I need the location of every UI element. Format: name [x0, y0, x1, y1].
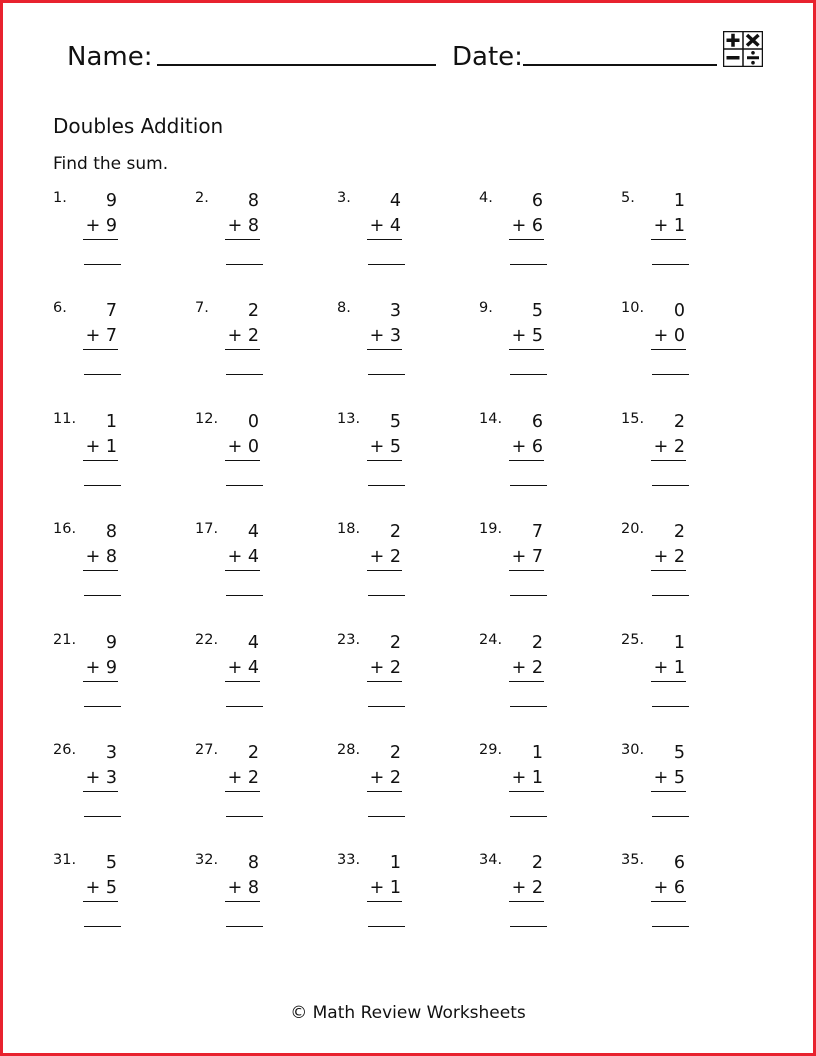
second-addend: 4 — [247, 547, 259, 567]
first-addend: 5 — [389, 412, 401, 432]
second-addend: 5 — [389, 437, 401, 457]
sum-bar — [225, 460, 260, 461]
answer-blank[interactable] — [368, 485, 405, 486]
second-addend-row — [651, 657, 685, 679]
problem-item — [479, 851, 609, 951]
sum-bar — [83, 681, 118, 682]
second-addend-row — [225, 436, 259, 458]
sum-bar — [367, 791, 402, 792]
answer-blank[interactable] — [652, 485, 689, 486]
sum-bar — [651, 239, 686, 240]
problem-item — [53, 741, 183, 841]
problem-number: 2. — [195, 190, 209, 206]
sum-bar — [367, 570, 402, 571]
answer-blank[interactable] — [226, 706, 263, 707]
plus-operator: + — [511, 216, 527, 236]
sum-bar — [651, 460, 686, 461]
first-addend: 1 — [673, 633, 685, 653]
problem-number: 29. — [479, 742, 503, 758]
answer-blank[interactable] — [84, 264, 121, 265]
problem-item — [621, 631, 751, 731]
second-addend-row — [367, 325, 401, 347]
sum-bar — [83, 791, 118, 792]
second-addend-row — [225, 767, 259, 789]
plus-operator: + — [511, 768, 527, 788]
second-addend-row — [651, 546, 685, 568]
sum-bar — [509, 239, 544, 240]
answer-blank[interactable] — [510, 816, 547, 817]
problem-item — [337, 299, 467, 399]
footer-credit: © Math Review Worksheets — [290, 1003, 526, 1023]
problem-number: 5. — [621, 190, 635, 206]
answer-blank[interactable] — [652, 926, 689, 927]
second-addend-row — [83, 877, 117, 899]
second-addend: 0 — [247, 437, 259, 457]
first-addend: 1 — [105, 412, 117, 432]
problem-number: 23. — [337, 632, 361, 648]
first-addend: 2 — [531, 853, 543, 873]
first-addend: 9 — [105, 191, 117, 211]
answer-blank[interactable] — [368, 816, 405, 817]
plus-operator: + — [227, 216, 243, 236]
first-addend: 4 — [247, 633, 259, 653]
math-operations-icon — [723, 31, 763, 67]
answer-blank[interactable] — [652, 264, 689, 265]
second-addend: 2 — [389, 658, 401, 678]
first-addend: 8 — [105, 522, 117, 542]
second-addend-row — [83, 767, 117, 789]
first-addend: 8 — [247, 853, 259, 873]
sum-bar — [509, 460, 544, 461]
sum-bar — [367, 901, 402, 902]
problem-item — [621, 520, 751, 620]
second-addend-row — [509, 325, 543, 347]
sum-bar — [83, 570, 118, 571]
first-addend: 5 — [673, 743, 685, 763]
sum-bar — [367, 349, 402, 350]
second-addend-row — [367, 546, 401, 568]
second-addend-row — [509, 436, 543, 458]
plus-operator: + — [653, 326, 669, 346]
sum-bar — [509, 681, 544, 682]
problem-item — [621, 189, 751, 289]
second-addend: 9 — [105, 216, 117, 236]
date-label: Date: — [452, 42, 523, 72]
second-addend: 2 — [673, 437, 685, 457]
problem-item — [53, 189, 183, 289]
first-addend: 2 — [673, 412, 685, 432]
problem-item — [337, 189, 467, 289]
plus-operator: + — [369, 768, 385, 788]
second-addend-row — [83, 657, 117, 679]
second-addend-row — [225, 877, 259, 899]
problem-number: 28. — [337, 742, 361, 758]
second-addend-row — [651, 767, 685, 789]
sum-bar — [651, 681, 686, 682]
second-addend: 1 — [105, 437, 117, 457]
plus-operator: + — [369, 437, 385, 457]
plus-operator: + — [227, 547, 243, 567]
problem-number: 16. — [53, 521, 77, 537]
second-addend: 8 — [247, 216, 259, 236]
second-addend: 5 — [531, 326, 543, 346]
plus-operator: + — [511, 547, 527, 567]
first-addend: 0 — [673, 301, 685, 321]
problem-item — [479, 410, 609, 510]
first-addend: 2 — [673, 522, 685, 542]
second-addend-row — [367, 877, 401, 899]
problem-number: 10. — [621, 300, 645, 316]
second-addend: 8 — [105, 547, 117, 567]
answer-blank[interactable] — [510, 595, 547, 596]
answer-blank[interactable] — [226, 595, 263, 596]
second-addend-row — [509, 767, 543, 789]
plus-operator: + — [85, 547, 101, 567]
problem-item — [195, 410, 325, 510]
first-addend: 0 — [247, 412, 259, 432]
problem-number: 35. — [621, 852, 645, 868]
sum-bar — [225, 239, 260, 240]
first-addend: 8 — [247, 191, 259, 211]
problem-item — [195, 299, 325, 399]
sum-bar — [509, 349, 544, 350]
second-addend: 1 — [673, 216, 685, 236]
second-addend: 1 — [673, 658, 685, 678]
problem-number: 30. — [621, 742, 645, 758]
problem-item — [479, 520, 609, 620]
plus-operator: + — [511, 437, 527, 457]
second-addend: 6 — [531, 437, 543, 457]
problem-item — [195, 741, 325, 841]
problem-number: 1. — [53, 190, 67, 206]
sum-bar — [225, 570, 260, 571]
second-addend: 0 — [673, 326, 685, 346]
worksheet-title: Doubles Addition — [53, 114, 224, 138]
problem-number: 27. — [195, 742, 219, 758]
problem-number: 32. — [195, 852, 219, 868]
sum-bar — [367, 239, 402, 240]
second-addend-row — [509, 215, 543, 237]
problem-item — [621, 410, 751, 510]
plus-operator: + — [85, 768, 101, 788]
plus-operator: + — [653, 768, 669, 788]
problem-item — [337, 741, 467, 841]
second-addend: 1 — [389, 878, 401, 898]
plus-operator: + — [653, 216, 669, 236]
problem-number: 21. — [53, 632, 77, 648]
second-addend: 7 — [531, 547, 543, 567]
sum-bar — [509, 570, 544, 571]
sum-bar — [83, 460, 118, 461]
problem-item — [53, 631, 183, 731]
answer-blank[interactable] — [510, 706, 547, 707]
plus-operator: + — [227, 768, 243, 788]
second-addend-row — [651, 325, 685, 347]
sum-bar — [225, 349, 260, 350]
plus-operator: + — [227, 437, 243, 457]
problem-number: 8. — [337, 300, 351, 316]
problem-item — [621, 851, 751, 951]
sum-bar — [367, 681, 402, 682]
second-addend: 2 — [247, 326, 259, 346]
second-addend: 2 — [389, 547, 401, 567]
second-addend: 5 — [105, 878, 117, 898]
problem-number: 26. — [53, 742, 77, 758]
sum-bar — [651, 901, 686, 902]
second-addend-row — [83, 325, 117, 347]
second-addend: 2 — [531, 658, 543, 678]
answer-blank[interactable] — [510, 926, 547, 927]
sum-bar — [509, 901, 544, 902]
second-addend: 7 — [105, 326, 117, 346]
plus-operator: + — [85, 326, 101, 346]
problem-number: 18. — [337, 521, 361, 537]
answer-blank[interactable] — [510, 374, 547, 375]
plus-operator: + — [653, 437, 669, 457]
problem-item — [53, 520, 183, 620]
answer-blank[interactable] — [652, 595, 689, 596]
second-addend-row — [651, 436, 685, 458]
second-addend: 3 — [389, 326, 401, 346]
first-addend: 7 — [531, 522, 543, 542]
problem-item — [337, 410, 467, 510]
second-addend-row — [367, 657, 401, 679]
sum-bar — [83, 239, 118, 240]
first-addend: 4 — [247, 522, 259, 542]
problem-number: 11. — [53, 411, 77, 427]
second-addend-row — [367, 215, 401, 237]
problem-number: 19. — [479, 521, 503, 537]
problem-number: 25. — [621, 632, 645, 648]
second-addend-row — [225, 215, 259, 237]
second-addend: 4 — [389, 216, 401, 236]
problem-item — [195, 631, 325, 731]
plus-operator: + — [85, 437, 101, 457]
first-addend: 5 — [105, 853, 117, 873]
first-addend: 2 — [247, 301, 259, 321]
second-addend-row — [509, 546, 543, 568]
plus-operator: + — [227, 658, 243, 678]
plus-operator: + — [369, 326, 385, 346]
problem-item — [53, 410, 183, 510]
answer-blank[interactable] — [368, 264, 405, 265]
answer-blank[interactable] — [226, 264, 263, 265]
plus-operator: + — [511, 878, 527, 898]
second-addend: 2 — [247, 768, 259, 788]
problem-item — [195, 189, 325, 289]
problem-number: 12. — [195, 411, 219, 427]
plus-operator: + — [653, 658, 669, 678]
problem-item — [479, 741, 609, 841]
first-addend: 3 — [389, 301, 401, 321]
answer-blank[interactable] — [368, 706, 405, 707]
sum-bar — [651, 570, 686, 571]
answer-blank[interactable] — [226, 374, 263, 375]
answer-blank[interactable] — [84, 926, 121, 927]
second-addend-row — [225, 325, 259, 347]
answer-blank[interactable] — [226, 816, 263, 817]
first-addend: 1 — [389, 853, 401, 873]
second-addend: 1 — [531, 768, 543, 788]
second-addend: 3 — [105, 768, 117, 788]
plus-operator: + — [85, 878, 101, 898]
plus-operator: + — [369, 878, 385, 898]
answer-blank[interactable] — [510, 264, 547, 265]
first-addend: 6 — [531, 412, 543, 432]
first-addend: 2 — [389, 743, 401, 763]
second-addend: 5 — [673, 768, 685, 788]
first-addend: 6 — [531, 191, 543, 211]
second-addend-row — [367, 436, 401, 458]
problem-item — [621, 741, 751, 841]
first-addend: 2 — [531, 633, 543, 653]
problem-number: 3. — [337, 190, 351, 206]
first-addend: 9 — [105, 633, 117, 653]
problem-item — [479, 631, 609, 731]
first-addend: 7 — [105, 301, 117, 321]
first-addend: 2 — [389, 522, 401, 542]
second-addend: 2 — [389, 768, 401, 788]
plus-operator: + — [227, 326, 243, 346]
first-addend: 2 — [247, 743, 259, 763]
second-addend-row — [367, 767, 401, 789]
answer-blank[interactable] — [652, 706, 689, 707]
problem-number: 7. — [195, 300, 209, 316]
problem-item — [53, 299, 183, 399]
problem-number: 13. — [337, 411, 361, 427]
second-addend-row — [83, 215, 117, 237]
answer-blank[interactable] — [652, 374, 689, 375]
sum-bar — [83, 901, 118, 902]
second-addend-row — [651, 215, 685, 237]
sum-bar — [83, 349, 118, 350]
plus-operator: + — [85, 658, 101, 678]
plus-operator: + — [369, 547, 385, 567]
second-addend-row — [225, 546, 259, 568]
answer-blank[interactable] — [226, 485, 263, 486]
second-addend: 8 — [247, 878, 259, 898]
problem-number: 22. — [195, 632, 219, 648]
problem-item — [53, 851, 183, 951]
answer-blank[interactable] — [652, 816, 689, 817]
first-addend: 6 — [673, 853, 685, 873]
problem-item — [621, 299, 751, 399]
name-field[interactable] — [157, 64, 436, 66]
second-addend-row — [509, 877, 543, 899]
answer-blank[interactable] — [84, 595, 121, 596]
problem-item — [195, 520, 325, 620]
problem-number: 24. — [479, 632, 503, 648]
second-addend: 4 — [247, 658, 259, 678]
answer-blank[interactable] — [84, 485, 121, 486]
sum-bar — [651, 791, 686, 792]
second-addend-row — [651, 877, 685, 899]
problem-number: 4. — [479, 190, 493, 206]
second-addend-row — [83, 436, 117, 458]
plus-operator: + — [511, 658, 527, 678]
sum-bar — [367, 460, 402, 461]
first-addend: 4 — [389, 191, 401, 211]
sum-bar — [225, 791, 260, 792]
sum-bar — [509, 791, 544, 792]
name-label: Name: — [67, 42, 153, 72]
problem-number: 9. — [479, 300, 493, 316]
problem-number: 20. — [621, 521, 645, 537]
date-field[interactable] — [523, 64, 717, 66]
second-addend: 9 — [105, 658, 117, 678]
first-addend: 1 — [531, 743, 543, 763]
problem-item — [479, 299, 609, 399]
sum-bar — [651, 349, 686, 350]
problem-item — [195, 851, 325, 951]
answer-blank[interactable] — [226, 926, 263, 927]
problem-number: 15. — [621, 411, 645, 427]
second-addend-row — [225, 657, 259, 679]
plus-operator: + — [653, 547, 669, 567]
answer-blank[interactable] — [84, 706, 121, 707]
answer-blank[interactable] — [84, 374, 121, 375]
plus-operator: + — [511, 326, 527, 346]
problem-number: 33. — [337, 852, 361, 868]
problem-item — [337, 520, 467, 620]
problem-number: 14. — [479, 411, 503, 427]
first-addend: 3 — [105, 743, 117, 763]
first-addend: 2 — [389, 633, 401, 653]
problem-number: 17. — [195, 521, 219, 537]
plus-operator: + — [369, 216, 385, 236]
instructions: Find the sum. — [53, 154, 169, 174]
first-addend: 5 — [531, 301, 543, 321]
second-addend-row — [83, 546, 117, 568]
answer-blank[interactable] — [368, 926, 405, 927]
second-addend: 2 — [673, 547, 685, 567]
problem-number: 6. — [53, 300, 67, 316]
first-addend: 1 — [673, 191, 685, 211]
sum-bar — [225, 681, 260, 682]
answer-blank[interactable] — [510, 485, 547, 486]
sum-bar — [225, 901, 260, 902]
problem-item — [337, 631, 467, 731]
plus-operator: + — [653, 878, 669, 898]
problem-number: 31. — [53, 852, 77, 868]
problem-number: 34. — [479, 852, 503, 868]
second-addend: 6 — [673, 878, 685, 898]
second-addend-row — [509, 657, 543, 679]
second-addend: 6 — [531, 216, 543, 236]
problem-item — [479, 189, 609, 289]
plus-operator: + — [227, 878, 243, 898]
problem-item — [337, 851, 467, 951]
answer-blank[interactable] — [368, 595, 405, 596]
plus-operator: + — [369, 658, 385, 678]
second-addend: 2 — [531, 878, 543, 898]
plus-operator: + — [85, 216, 101, 236]
answer-blank[interactable] — [84, 816, 121, 817]
answer-blank[interactable] — [368, 374, 405, 375]
